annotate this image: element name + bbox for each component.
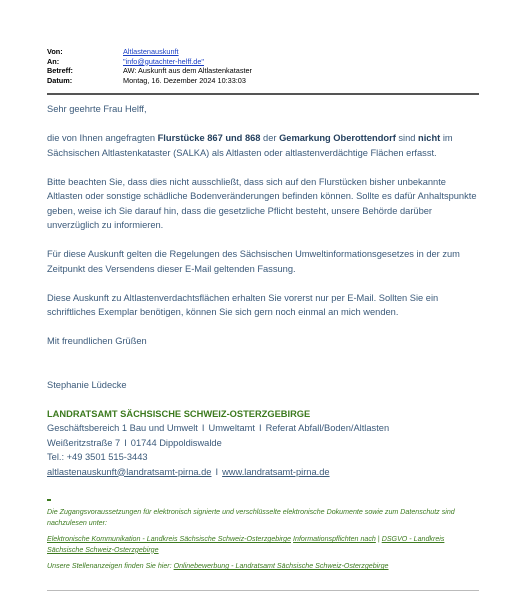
signature-contact [47, 465, 479, 480]
signature-org: LANDRATSAMT SÄCHSISCHE SCHWEIZ-OSTERZGEBIRGE [47, 408, 311, 419]
from-value[interactable]: Altlastenauskunft [123, 47, 179, 56]
email-body [47, 102, 479, 479]
footer-divider [47, 590, 479, 591]
separator: I [124, 437, 127, 448]
header-divider [47, 93, 479, 95]
dept-business-area: Geschäftsbereich 1 Bau und Umwelt [47, 423, 198, 433]
address-city: 01744 Dippoldiswalde [130, 437, 222, 448]
paragraph-3: Für diese Auskunft gelten die Regelungen des Sächsischen Umweltinformationsgesetzes in der zum Zeitpunkt des Versendens dieser E-Mail geltenden Fassung. [47, 249, 460, 274]
date-value: Montag, 16. Dezember 2024 10:33:03 [123, 75, 246, 85]
email-link[interactable]: altlastenauskunft@landratsamt-pirna.de [47, 466, 212, 477]
paragraph-1 [47, 131, 479, 160]
paragraph-4: Diese Auskunft zu Altlastenverdachtsflächen erhalten Sie vorerst nur per E-Mail. Sollten Sie ein schriftliches Exemplar benötigen, können Sie sich gern noch einmal an mich wenden. [47, 292, 439, 317]
email-footer [47, 507, 479, 572]
header-date-row [47, 76, 477, 86]
to-label: An: [47, 56, 60, 66]
p1-district: Gemarkung Oberottendorf [279, 133, 396, 143]
link-dsgvo[interactable]: DSGVO - Landkreis Sächsische Schweiz-Osterzgebirge [47, 535, 445, 554]
closing: Mit freundlichen Grüßen [47, 336, 147, 346]
dept-unit: Referat Abfall/Boden/Altlasten [265, 423, 390, 433]
p1-not: nicht [418, 133, 441, 143]
p1-parcels: Flurstücke 867 und 868 [157, 133, 261, 143]
jobs-text: Unsere Stellenanzeigen finden Sie hier: [47, 562, 174, 571]
greeting: Sehr geehrte Frau Helff, [47, 104, 147, 114]
email-header [47, 47, 477, 85]
address-street: Weißeritzstraße 7 [47, 437, 121, 448]
link-information-duties[interactable]: Informationspflichten nach [293, 535, 376, 544]
signer-name: Stephanie Lüdecke [47, 379, 127, 390]
separator: I [201, 423, 205, 433]
header-to-row [47, 57, 477, 67]
footer-jobs [47, 561, 479, 572]
footer-dash [47, 499, 51, 501]
header-subject-row [47, 66, 477, 76]
p1-text-c: der [260, 133, 280, 143]
website-link[interactable]: www.landratsamt-pirna.de [222, 466, 330, 477]
footer-note: Die Zugangsvoraussetzungen für elektronisch signierte und verschlüsselte elektronische Dokumente sowie zum Datenschutz sind nachzulesen unter: [47, 508, 455, 527]
subject-value: AW: Auskunft aus dem Altlastenkataster [123, 66, 252, 76]
from-label: Von: [47, 47, 63, 56]
footer-links [47, 534, 479, 555]
p1-text-a: die von Ihnen angefragten [47, 133, 158, 143]
to-value[interactable]: "info@gutachter-helff.de" [123, 56, 205, 66]
p1-text-e: sind [395, 133, 419, 143]
separator: | [377, 535, 380, 544]
signature-address [47, 436, 479, 451]
subject-label: Betreff: [47, 66, 73, 76]
header-from-row [47, 47, 477, 57]
separator: I [259, 423, 262, 433]
link-electronic-communication[interactable]: Elektronische Kommunikation - Landkreis Sächsische Schweiz-Osterzgebirge [47, 535, 292, 544]
dept-office: Umweltamt [208, 423, 255, 433]
link-online-application[interactable]: Onlinebewerbung - Landratsamt Sächsische Schweiz-Osterzgebirge [173, 562, 389, 571]
paragraph-2: Bitte beachten Sie, dass dies nicht ausschließt, dass sich auf den Flurstücken bisher unbekannte Altlasten oder sonstige schädliche Bodenveränderungen befinden können. Sollte es dafür Anhaltspunkte geben, weise ich Sie darauf hin, dass die gesetzliche Pflicht besteht, unsere Behörde darüber unverzüglich zu informieren. [47, 176, 477, 230]
signature-dept [47, 421, 479, 436]
p1-text-g: im Sächsischen Altlastenkataster (SALKA) als Altlasten oder altlastenverdächtige Flächen erfasst. [47, 133, 453, 158]
signature-phone: Tel.: +49 3501 515-3443 [47, 452, 148, 462]
date-label: Datum: [47, 75, 73, 85]
separator: I [215, 466, 219, 477]
